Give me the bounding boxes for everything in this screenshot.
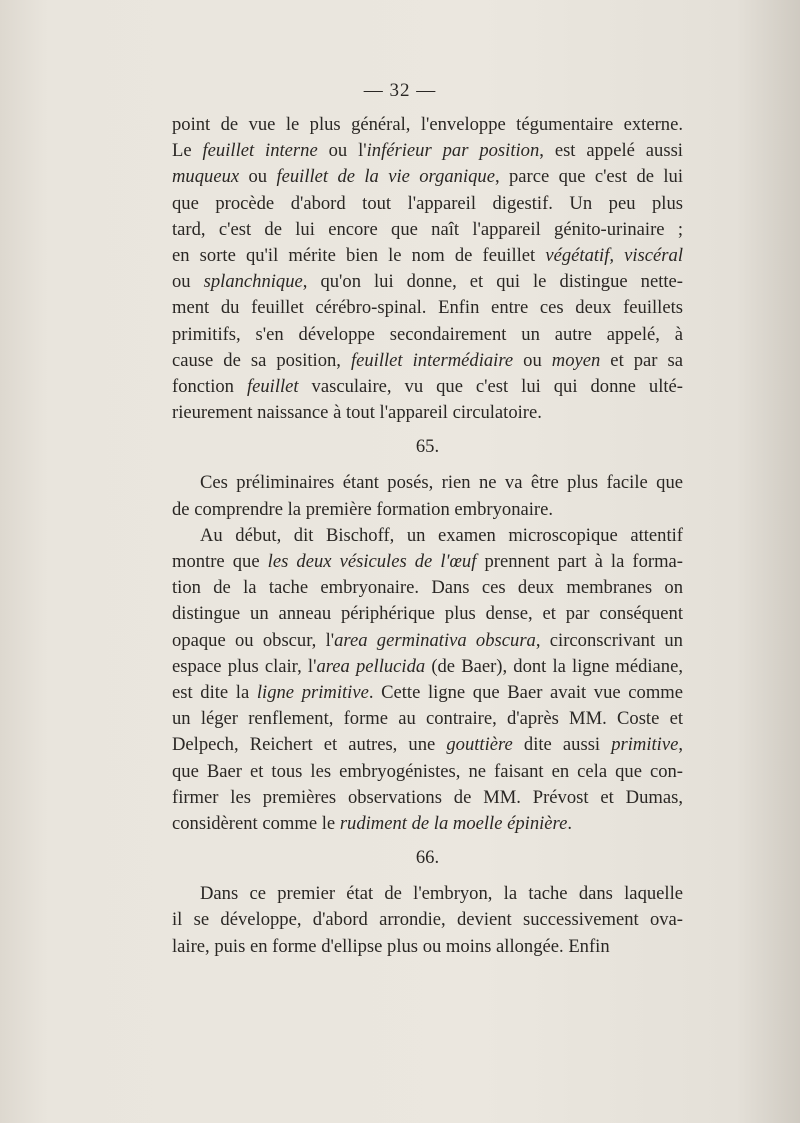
text-run: prennent part à la forma- bbox=[476, 551, 683, 572]
italic-text: splanchnique bbox=[203, 271, 303, 293]
text-run: , parce que c'est de lui bbox=[494, 166, 683, 188]
text-run: un léger renflement, forme au contraire, d'après MM. Coste et bbox=[172, 708, 683, 730]
text-run: Ces préliminaires étant posés, rien ne va être plus facile que bbox=[200, 472, 683, 494]
text-line bbox=[172, 601, 683, 627]
text-line bbox=[172, 628, 683, 654]
text-line bbox=[172, 523, 683, 549]
text-line bbox=[172, 112, 683, 138]
text-line bbox=[172, 706, 683, 732]
text-run: ou bbox=[172, 271, 204, 293]
text-run: , circonscrivant un bbox=[535, 629, 683, 651]
italic-text: ligne primitive bbox=[256, 681, 369, 703]
text-run: dite aussi bbox=[512, 734, 612, 756]
italic-text: feuillet interne bbox=[202, 140, 318, 162]
text-run: et par sa bbox=[600, 349, 683, 371]
text-run: rieurement naissance à tout l'appareil circulatoire. bbox=[172, 402, 542, 424]
text-run: primitifs, s'en développe secondairement un autre appelé, à bbox=[172, 323, 683, 345]
text-run: tion de la tache embryonaire. Dans ces deux membranes on bbox=[172, 577, 683, 599]
text-run: (de Baer), dont la ligne médiane, bbox=[425, 655, 683, 677]
page-number: — 32 — bbox=[363, 80, 437, 101]
text-run: il se développe, d'abord arrondie, devient successivement ova- bbox=[172, 909, 683, 931]
text-line bbox=[172, 680, 683, 706]
text-line bbox=[172, 164, 683, 190]
italic-text: feuillet bbox=[246, 375, 299, 397]
text-line bbox=[172, 348, 683, 374]
text-line bbox=[172, 243, 683, 269]
text-run: ou bbox=[513, 349, 552, 371]
text-line bbox=[172, 217, 683, 243]
italic-text: moyen bbox=[551, 349, 601, 371]
text-line bbox=[172, 785, 683, 811]
text-run: , bbox=[678, 734, 683, 756]
text-run: . Cette ligne que Baer avait vue comme bbox=[368, 681, 683, 703]
italic-text: feuillet de la vie organique bbox=[276, 166, 495, 188]
section-number: 65. bbox=[415, 436, 440, 458]
text-run: opaque ou obscur, l' bbox=[172, 629, 335, 651]
italic-text: rudiment de la moelle épinière bbox=[339, 812, 568, 834]
italic-text: muqueux bbox=[172, 166, 240, 188]
text-run: point de vue le plus général, l'enveloppe tégumentaire externe. bbox=[172, 114, 683, 135]
text-line bbox=[172, 295, 683, 321]
italic-text: les deux vésicules de l'œuf bbox=[267, 551, 477, 572]
text-run: vasculaire, vu que c'est lui qui donne ulté- bbox=[298, 375, 683, 397]
italic-text: primitive bbox=[611, 734, 679, 756]
text-run: espace plus clair, l' bbox=[172, 655, 317, 677]
text-run: Le bbox=[172, 140, 203, 162]
text-line bbox=[172, 470, 683, 496]
text-run: firmer les premières observations de MM. Prévost et Dumas, bbox=[172, 786, 683, 808]
paragraph bbox=[172, 523, 683, 837]
text-run: Au début, dit Bischoff, un examen microscopique attentif bbox=[200, 524, 683, 546]
text-line bbox=[172, 374, 683, 400]
text-line bbox=[172, 497, 683, 523]
text-run: ou bbox=[239, 166, 277, 188]
text-run: est dite la bbox=[172, 681, 257, 703]
text-run: Dans ce premier état de l'embryon, la tache dans laquelle bbox=[200, 883, 683, 905]
text-run: que procède d'abord tout l'appareil digestif. Un peu plus bbox=[172, 192, 683, 214]
text-line bbox=[172, 575, 683, 601]
text-run: en sorte qu'il mérite bien le nom de feuillet bbox=[172, 244, 546, 266]
text-run: distingue un anneau périphérique plus dense, et par conséquent bbox=[172, 603, 683, 625]
text-line bbox=[172, 400, 683, 426]
text-line bbox=[172, 138, 683, 164]
text-run: , qu'on lui donne, et qui le distingue nette- bbox=[302, 271, 683, 293]
text-run: cause de sa position, bbox=[172, 349, 351, 371]
text-line bbox=[172, 934, 683, 960]
text-run: , est appelé aussi bbox=[539, 140, 683, 162]
text-run: que Baer et tous les embryogénistes, ne faisant en cela que con- bbox=[172, 760, 683, 782]
section-number: 66. bbox=[415, 847, 440, 869]
italic-text: area germinativa obscura bbox=[334, 629, 536, 651]
text-line bbox=[172, 759, 683, 785]
text-line bbox=[172, 907, 683, 933]
paragraph bbox=[172, 470, 683, 522]
text-line bbox=[172, 322, 683, 348]
text-line bbox=[172, 269, 683, 295]
text-run: laire, puis en forme d'ellipse plus ou moins allongée. Enfin bbox=[172, 935, 610, 957]
text-run: considèrent comme le bbox=[172, 812, 340, 834]
paragraph bbox=[172, 881, 683, 960]
text-run: fonction bbox=[172, 375, 247, 397]
italic-text: inférieur par position bbox=[366, 140, 540, 162]
paragraph bbox=[172, 112, 683, 426]
text-run: montre que bbox=[172, 551, 268, 572]
text-run: ment du feuillet cérébro-spinal. Enfin entre ces deux feuillets bbox=[172, 297, 683, 319]
italic-text: gouttière bbox=[446, 734, 513, 756]
text-run: ou l' bbox=[317, 140, 367, 162]
text-line bbox=[172, 654, 683, 680]
text-run: Delpech, Reichert et autres, une bbox=[172, 734, 447, 756]
text-line bbox=[172, 549, 683, 575]
text-line bbox=[172, 191, 683, 217]
body-text bbox=[172, 112, 683, 960]
text-run: . bbox=[567, 812, 573, 834]
text-line bbox=[172, 732, 683, 758]
italic-text: végétatif, viscéral bbox=[545, 244, 683, 266]
text-run: tard, c'est de lui encore que naît l'appareil génito-urinaire ; bbox=[172, 218, 683, 240]
italic-text: feuillet intermédiaire bbox=[350, 349, 514, 371]
italic-text: area pellucida bbox=[316, 655, 426, 677]
text-line bbox=[172, 881, 683, 907]
text-line bbox=[172, 811, 683, 837]
text-run: de comprendre la première formation embryonaire. bbox=[172, 498, 553, 520]
